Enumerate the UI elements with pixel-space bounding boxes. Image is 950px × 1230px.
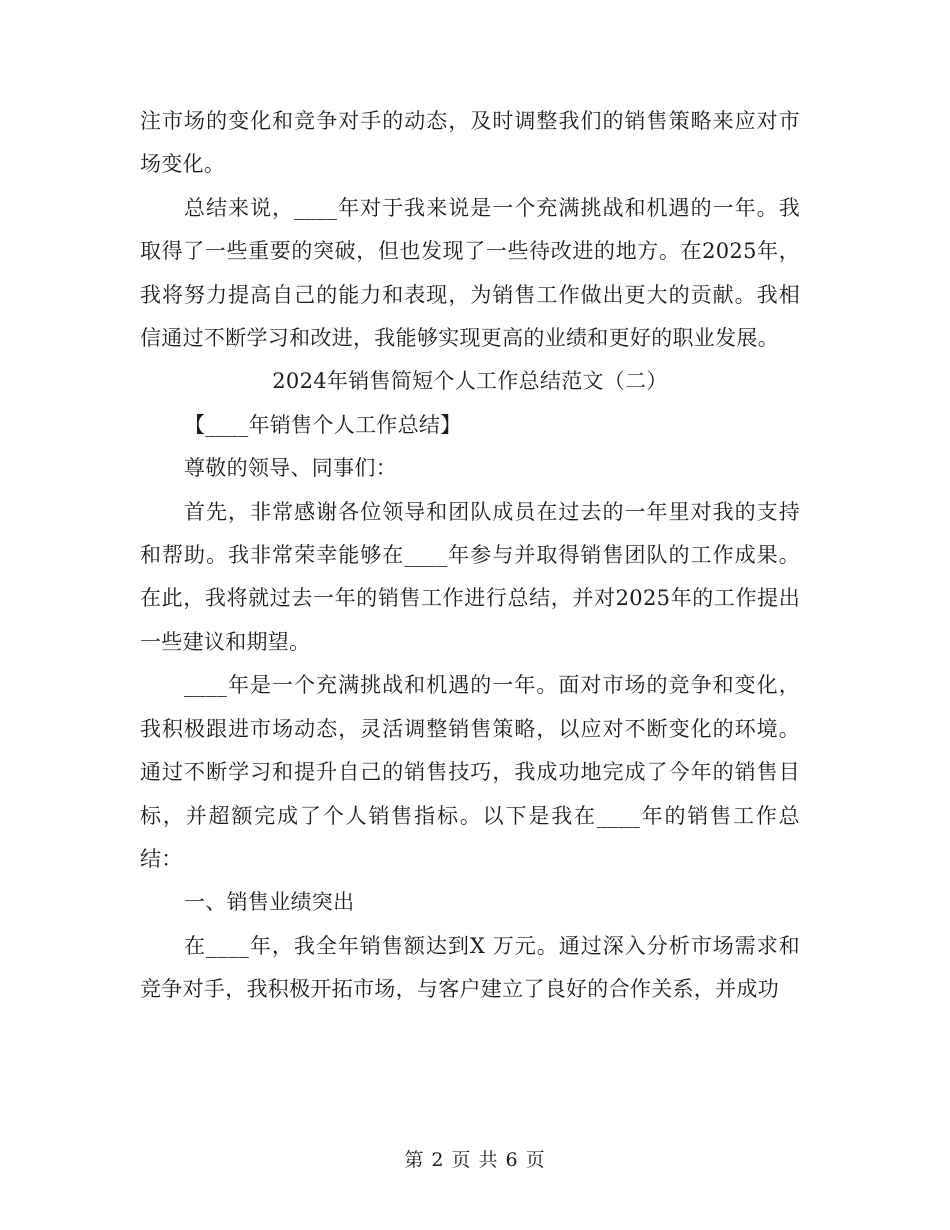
paragraph-thanks: 首先，非常感谢各位领导和团队成员在过去的一年里对我的支持和帮助。我非常荣幸能够在____年参与并取得销售团队的工作成果。在此，我将就过去一年的销售工作进行总结，并对2025年的工作提出一些建议和期望。	[140, 499, 800, 654]
paragraph-year-review: ____年是一个充满挑战和机遇的一年。面对市场的竞争和变化，我积极跟进市场动态，灵活调整销售策略，以应对不断变化的环境。通过不断学习和提升自己的销售技巧，我成功地完成了今年的销售目标，并超额完成了个人销售指标。以下是我在____年的销售工作总结：	[140, 673, 800, 871]
page-number-footer: 第 2 页 共 6 页	[404, 1149, 546, 1171]
subheading-sales-performance: 一、销售业绩突出	[184, 890, 355, 915]
paragraph-continuation: 注市场的变化和竞争对手的动态，及时调整我们的销售策略来应对市场变化。	[140, 109, 800, 177]
salutation: 尊敬的领导、同事们：	[184, 456, 397, 481]
paragraph-sales-detail: 在____年，我全年销售额达到X 万元。通过深入分析市场需求和竞争对手，我积极开拓市场，与客户建立了良好的合作关系，并成功	[140, 933, 800, 1002]
report-heading: 【____年销售个人工作总结】	[184, 412, 462, 437]
paragraph-summary: 总结来说，____年对于我来说是一个充满挑战和机遇的一年。我取得了一些重要的突破，但也发现了一些待改进的地方。在2025年，我将努力提高自己的能力和表现，为销售工作做出更大的贡献。我相信通过不断学习和改进，我能够实现更高的业绩和更好的职业发展。	[140, 195, 800, 351]
document-body	[140, 100, 800, 1012]
section-title: 2024年销售简短个人工作总结范文（二）	[272, 369, 668, 394]
